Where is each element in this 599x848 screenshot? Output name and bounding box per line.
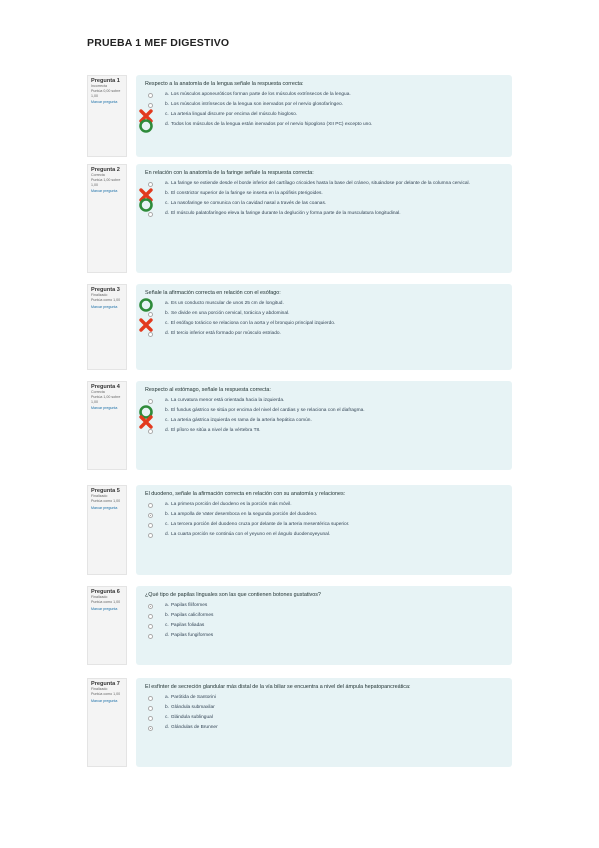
answer-letter: c. xyxy=(165,522,169,528)
answer-option[interactable] xyxy=(145,428,503,435)
radio-button[interactable] xyxy=(148,706,153,711)
answer-text: Todos los músculos de la lengua están inervados por el nervio hipogloso (XII PC) excepto uno. xyxy=(171,122,373,128)
radio-button[interactable] xyxy=(148,696,153,701)
answer-option[interactable] xyxy=(145,331,503,338)
answer-text: El tercio inferior está formado por músculo estriado. xyxy=(171,331,281,337)
question-text: En relación con la anatomía de la faringe señale la respuesta correcta: xyxy=(145,170,314,176)
answer-text: Glándula sublingual xyxy=(170,715,213,721)
flag-question-link[interactable]: Marcar pregunta xyxy=(91,406,118,411)
question-info xyxy=(87,586,127,665)
question-content xyxy=(136,678,512,767)
flag-question-link[interactable]: Marcar pregunta xyxy=(91,100,118,105)
answer-letter: a. xyxy=(165,181,170,187)
answer-option[interactable] xyxy=(145,191,503,198)
answer-option[interactable] xyxy=(145,613,503,620)
question-block xyxy=(87,678,512,767)
answer-option[interactable] xyxy=(145,201,503,208)
question-score: Puntúa 1,00 sobre 1,00 xyxy=(91,395,121,404)
question-number: Pregunta 7 xyxy=(91,681,120,687)
page-title: PRUEBA 1 MEF DIGESTIVO xyxy=(87,37,230,49)
question-number: Pregunta 5 xyxy=(91,488,120,494)
answer-option[interactable] xyxy=(145,705,503,712)
answer-option[interactable] xyxy=(145,633,503,640)
flag-question-link[interactable]: Marcar pregunta xyxy=(91,505,118,510)
answer-text: Papilas filiformes xyxy=(171,603,208,609)
question-status: Finalizado xyxy=(91,293,108,298)
question-block xyxy=(87,75,512,157)
answer-option[interactable] xyxy=(145,512,503,519)
question-text: Respecto al estómago, señale la respuesta correcta: xyxy=(145,387,271,393)
radio-button[interactable] xyxy=(148,182,153,187)
answer-text: La primera porción del duodeno es la porción más móvil. xyxy=(171,502,292,508)
question-text: El esfínter de secreción glandular más distal de la vía biliar se encuentra a nivel del ámpula hepatopancreática: xyxy=(145,684,411,690)
radio-button[interactable] xyxy=(148,212,153,217)
radio-button[interactable] xyxy=(148,399,153,404)
radio-button[interactable] xyxy=(148,604,153,609)
answer-option[interactable] xyxy=(145,695,503,702)
answer-text: Se divide en una porción cervical, torácica y abdominal. xyxy=(171,311,290,317)
question-content xyxy=(136,284,512,370)
answer-letter: b. xyxy=(165,102,170,108)
answer-text: La arteria gástrica izquierda es rama de la arteria hepática común. xyxy=(170,418,312,424)
answer-list xyxy=(145,92,503,129)
answer-letter: b. xyxy=(165,311,170,317)
answer-option[interactable] xyxy=(145,321,503,328)
answer-list xyxy=(145,398,503,435)
answer-text: Glándulas de Brunner xyxy=(171,725,218,731)
answer-text: Los músculos aponeuróticos forman parte de los músculos extrínsecos de la lengua. xyxy=(171,92,351,98)
flag-question-link[interactable]: Marcar pregunta xyxy=(91,189,118,194)
answer-letter: d. xyxy=(165,122,170,128)
question-content xyxy=(136,381,512,470)
question-info xyxy=(87,75,127,157)
answer-option[interactable] xyxy=(145,112,503,119)
question-info xyxy=(87,164,127,273)
answer-letter: b. xyxy=(165,512,170,518)
answer-option[interactable] xyxy=(145,398,503,405)
question-text: ¿Qué tipo de papilas linguales son las que contienen botones gustativos? xyxy=(145,592,321,598)
question-status: Correcta xyxy=(91,173,105,178)
answer-list xyxy=(145,301,503,338)
radio-button[interactable] xyxy=(148,332,153,337)
radio-button[interactable] xyxy=(148,523,153,528)
correct-mark-icon xyxy=(139,298,153,312)
answer-text: La tercera porción del duodeno cruza por delante de la arteria mesentérica superior. xyxy=(170,522,350,528)
answer-text: La curvatura menor está orientada hacia la izquierda. xyxy=(171,398,285,404)
answer-letter: d. xyxy=(165,211,170,217)
flag-question-link[interactable]: Marcar pregunta xyxy=(91,606,118,611)
radio-button[interactable] xyxy=(148,503,153,508)
answer-text: Papilas caliciformes xyxy=(171,613,214,619)
answer-letter: c. xyxy=(165,201,169,207)
answer-option[interactable] xyxy=(145,408,503,415)
answer-option[interactable] xyxy=(145,181,503,188)
question-number: Pregunta 4 xyxy=(91,384,120,390)
radio-button[interactable] xyxy=(148,614,153,619)
answer-list xyxy=(145,603,503,640)
question-text: Respecto a la anatomía de la lengua señale la respuesta correcta: xyxy=(145,81,304,87)
radio-button[interactable] xyxy=(148,533,153,538)
question-info xyxy=(87,284,127,370)
answer-letter: a. xyxy=(165,301,170,307)
answer-letter: a. xyxy=(165,398,170,404)
answer-text: La cuarta porción se continúa con el yeyuno en el ángulo duodenoyeyunal. xyxy=(171,532,331,538)
question-content xyxy=(136,485,512,575)
correct-mark-icon xyxy=(139,198,153,212)
correct-mark-icon xyxy=(139,119,153,133)
question-info xyxy=(87,381,127,470)
answer-option[interactable] xyxy=(145,725,503,732)
question-score: Puntúa como 1,00 xyxy=(91,692,121,697)
question-number: Pregunta 2 xyxy=(91,167,120,173)
answer-letter: b. xyxy=(165,408,170,414)
answer-text: Es un conducto muscular de unos 25 cm de longitud. xyxy=(171,301,284,307)
question-block xyxy=(87,284,512,370)
question-info xyxy=(87,678,127,767)
answer-letter: c. xyxy=(165,418,169,424)
answer-list xyxy=(145,181,503,218)
answer-letter: a. xyxy=(165,502,170,508)
answer-letter: a. xyxy=(165,603,170,609)
question-text: El duodeno, señale la afirmación correcta en relación con su anatomía y relaciones: xyxy=(145,491,346,497)
answer-option[interactable] xyxy=(145,102,503,109)
answer-text: Parótida de Santorini xyxy=(171,695,216,701)
answer-text: Papilas fungiformes xyxy=(171,633,214,639)
answer-letter: b. xyxy=(165,613,170,619)
answer-letter: c. xyxy=(165,112,169,118)
answer-text: La faringe se extiende desde el borde inferior del cartílago cricoides hasta la base del cráneo, situándose por delante de la columna cervical. xyxy=(171,181,470,187)
question-status: Correcta xyxy=(91,390,105,395)
question-score: Puntúa 1,00 sobre 1,00 xyxy=(91,178,121,187)
answer-letter: d. xyxy=(165,428,170,434)
radio-button[interactable] xyxy=(148,312,153,317)
question-score: Puntúa 0,00 sobre 1,00 xyxy=(91,89,121,98)
question-block xyxy=(87,485,512,575)
answer-letter: d. xyxy=(165,725,170,731)
radio-button[interactable] xyxy=(148,513,153,518)
answer-letter: b. xyxy=(165,705,170,711)
answer-text: El constrictor superior de la faringe se inserta en la apófisis pterigoides. xyxy=(171,191,323,197)
radio-button[interactable] xyxy=(148,634,153,639)
radio-button[interactable] xyxy=(148,624,153,629)
question-status: Finalizado xyxy=(91,494,108,499)
question-block xyxy=(87,586,512,665)
question-status: Finalizado xyxy=(91,687,108,692)
answer-option[interactable] xyxy=(145,522,503,529)
radio-button[interactable] xyxy=(148,103,153,108)
question-status: Finalizado xyxy=(91,595,108,600)
radio-button[interactable] xyxy=(148,93,153,98)
question-content xyxy=(136,75,512,157)
answer-option[interactable] xyxy=(145,92,503,99)
answer-list xyxy=(145,502,503,539)
question-status: Incorrecta xyxy=(91,84,107,89)
question-number: Pregunta 1 xyxy=(91,78,120,84)
question-info xyxy=(87,485,127,575)
answer-option[interactable] xyxy=(145,715,503,722)
answer-text: Papilas foliadas xyxy=(170,623,205,629)
answer-option[interactable] xyxy=(145,502,503,509)
question-content xyxy=(136,586,512,665)
radio-button[interactable] xyxy=(148,726,153,731)
question-text: Señale la afirmación correcta en relación con el esófago: xyxy=(145,290,281,296)
answer-option[interactable] xyxy=(145,211,503,218)
answer-text: Glándula submaxilar xyxy=(171,705,215,711)
answer-letter: c. xyxy=(165,715,169,721)
answer-list xyxy=(145,695,503,732)
answer-option[interactable] xyxy=(145,603,503,610)
question-number: Pregunta 3 xyxy=(91,287,120,293)
radio-button[interactable] xyxy=(148,429,153,434)
answer-letter: a. xyxy=(165,695,170,701)
answer-text: El píloro se sitúa a nivel de la vértebra T8. xyxy=(171,428,261,434)
question-score: Puntúa como 1,00 xyxy=(91,499,121,504)
answer-option[interactable] xyxy=(145,623,503,630)
flag-question-link[interactable]: Marcar pregunta xyxy=(91,698,118,703)
answer-letter: c. xyxy=(165,321,169,327)
answer-text: El fundus gástrico se sitúa por encima del nivel del cardias y se relaciona con el diafragma. xyxy=(171,408,365,414)
answer-letter: c. xyxy=(165,623,169,629)
answer-letter: d. xyxy=(165,633,170,639)
wrong-mark-icon xyxy=(139,318,153,332)
flag-question-link[interactable]: Marcar pregunta xyxy=(91,304,118,309)
answer-option[interactable] xyxy=(145,122,503,129)
radio-button[interactable] xyxy=(148,716,153,721)
question-block xyxy=(87,381,512,470)
answer-option[interactable] xyxy=(145,301,503,308)
answer-letter: b. xyxy=(165,191,170,197)
answer-text: La nasofaringe se comunica con la cavidad nasal a través de las coanas. xyxy=(170,201,327,207)
answer-option[interactable] xyxy=(145,418,503,425)
question-score: Puntúa como 1,00 xyxy=(91,298,121,303)
answer-option[interactable] xyxy=(145,532,503,539)
answer-letter: a. xyxy=(165,92,170,98)
question-block xyxy=(87,164,512,273)
question-number: Pregunta 6 xyxy=(91,589,120,595)
answer-text: La arteria lingual discurre por encima del músculo hiogloso. xyxy=(170,112,298,118)
answer-text: La ampolla de Vater desemboca en la segunda porción del duodeno. xyxy=(171,512,318,518)
question-score: Puntúa como 1,00 xyxy=(91,600,121,605)
question-content xyxy=(136,164,512,273)
answer-letter: d. xyxy=(165,331,170,337)
wrong-mark-icon xyxy=(139,415,153,429)
answer-letter: d. xyxy=(165,532,170,538)
answer-text: Los músculos intrínsecos de la lengua son inervados por el nervio glosofaríngeo. xyxy=(171,102,344,108)
answer-option[interactable] xyxy=(145,311,503,318)
answer-text: El músculo palatofaríngeo eleva la faringe durante la deglución y forma parte de la musculatura longitudinal. xyxy=(171,211,401,217)
answer-text: El esófago torácico se relaciona con la aorta y el bronquio principal izquierdo. xyxy=(170,321,336,327)
